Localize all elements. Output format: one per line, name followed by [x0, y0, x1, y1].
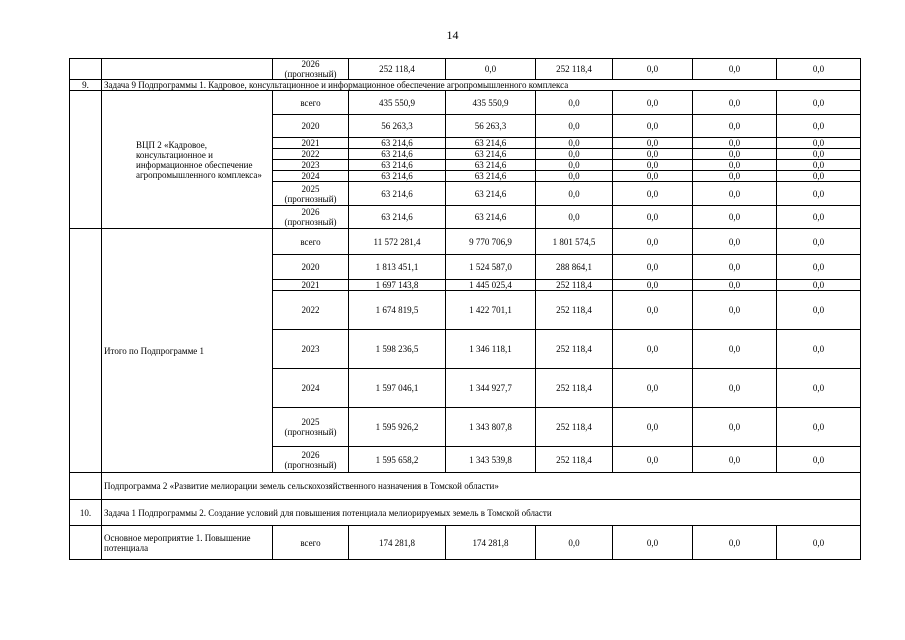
- year-cell: 2026 (прогнозный): [273, 59, 349, 80]
- value-cell: 0,0: [536, 149, 613, 160]
- value-cell: 0,0: [446, 59, 536, 80]
- value-cell: 0,0: [536, 91, 613, 115]
- value-cell: 0,0: [613, 149, 693, 160]
- value-cell: 0,0: [613, 526, 693, 560]
- value-cell: 63 214,6: [446, 160, 536, 171]
- value-cell: 0,0: [777, 255, 861, 280]
- total-cell: 63 214,6: [349, 182, 446, 206]
- value-cell: 0,0: [536, 115, 613, 138]
- blank-cell: [102, 59, 273, 80]
- value-cell: 0,0: [693, 526, 777, 560]
- table-row: [70, 526, 861, 560]
- task-heading: Задача 9 Подпрограммы 1. Кадровое, консультационное и информационное обеспечение агропромышленного комплекса: [102, 80, 861, 91]
- year-cell: всего: [273, 526, 349, 560]
- year-cell: всего: [273, 91, 349, 115]
- value-cell: 252 118,4: [536, 59, 613, 80]
- value-cell: 0,0: [693, 138, 777, 149]
- value-cell: 1 344 927,7: [446, 369, 536, 408]
- budget-table: [69, 58, 861, 560]
- value-cell: 0,0: [777, 160, 861, 171]
- table-row: [70, 91, 861, 115]
- value-cell: 435 550,9: [446, 91, 536, 115]
- value-cell: 252 118,4: [536, 330, 613, 369]
- value-cell: 9 770 706,9: [446, 229, 536, 255]
- value-cell: 0,0: [693, 182, 777, 206]
- value-cell: 0,0: [777, 182, 861, 206]
- year-cell: 2025 (прогнозный): [273, 408, 349, 447]
- value-cell: 252 118,4: [536, 408, 613, 447]
- year-cell: 2021: [273, 280, 349, 291]
- year-cell: всего: [273, 229, 349, 255]
- value-cell: 1 801 574,5: [536, 229, 613, 255]
- total-cell: 63 214,6: [349, 160, 446, 171]
- year-cell: 2026 (прогнозный): [273, 447, 349, 473]
- value-cell: 0,0: [777, 280, 861, 291]
- value-cell: 0,0: [693, 447, 777, 473]
- total-cell: 1 595 926,2: [349, 408, 446, 447]
- page-number: 14: [446, 28, 459, 42]
- total-cell: 1 697 143,8: [349, 280, 446, 291]
- value-cell: 63 214,6: [446, 149, 536, 160]
- value-cell: 63 214,6: [446, 171, 536, 182]
- year-cell: 2024: [273, 369, 349, 408]
- value-cell: 252 118,4: [536, 280, 613, 291]
- total-cell: 1 674 819,5: [349, 291, 446, 330]
- total-cell: 1 595 658,2: [349, 447, 446, 473]
- value-cell: 0,0: [613, 255, 693, 280]
- value-cell: 1 445 025,4: [446, 280, 536, 291]
- table-row: [70, 80, 861, 91]
- value-cell: 0,0: [613, 171, 693, 182]
- value-cell: 63 214,6: [446, 206, 536, 229]
- value-cell: 0,0: [613, 115, 693, 138]
- total-cell: 63 214,6: [349, 138, 446, 149]
- year-cell: 2020: [273, 255, 349, 280]
- value-cell: 0,0: [777, 408, 861, 447]
- blank-cell: [70, 91, 102, 229]
- value-cell: 1 346 118,1: [446, 330, 536, 369]
- value-cell: 0,0: [777, 526, 861, 560]
- value-cell: 1 343 539,8: [446, 447, 536, 473]
- total-cell: 1 813 451,1: [349, 255, 446, 280]
- value-cell: 0,0: [613, 59, 693, 80]
- total-cell: 11 572 281,4: [349, 229, 446, 255]
- value-cell: 0,0: [777, 206, 861, 229]
- value-cell: 174 281,8: [446, 526, 536, 560]
- value-cell: 0,0: [693, 330, 777, 369]
- total-cell: 1 598 236,5: [349, 330, 446, 369]
- table-row: [70, 473, 861, 500]
- value-cell: 0,0: [777, 330, 861, 369]
- value-cell: 0,0: [693, 206, 777, 229]
- row-index: 10.: [70, 500, 102, 526]
- value-cell: 0,0: [613, 182, 693, 206]
- value-cell: 63 214,6: [446, 138, 536, 149]
- value-cell: 0,0: [613, 447, 693, 473]
- value-cell: 0,0: [613, 280, 693, 291]
- value-cell: 0,0: [613, 229, 693, 255]
- value-cell: 0,0: [613, 138, 693, 149]
- total-cell: 252 118,4: [349, 59, 446, 80]
- blank-cell: [70, 473, 102, 500]
- value-cell: 0,0: [693, 171, 777, 182]
- value-cell: 0,0: [777, 229, 861, 255]
- value-cell: 63 214,6: [446, 182, 536, 206]
- value-cell: 0,0: [777, 59, 861, 80]
- value-cell: 0,0: [693, 408, 777, 447]
- value-cell: 1 422 701,1: [446, 291, 536, 330]
- value-cell: 0,0: [613, 291, 693, 330]
- value-cell: 56 263,3: [446, 115, 536, 138]
- value-cell: 0,0: [536, 160, 613, 171]
- year-cell: 2023: [273, 160, 349, 171]
- subprogram-heading: Подпрограмма 2 «Развитие мелиорации земель сельскохозяйственного назначения в Томской области»: [102, 473, 861, 500]
- year-cell: 2023: [273, 330, 349, 369]
- task-heading: Задача 1 Подпрограммы 2. Создание условий для повышения потенциала мелиорируемых земель в Томской области: [102, 500, 861, 526]
- value-cell: 0,0: [777, 369, 861, 408]
- value-cell: 0,0: [613, 369, 693, 408]
- blank-cell: [70, 59, 102, 80]
- value-cell: 0,0: [693, 291, 777, 330]
- total-cell: 63 214,6: [349, 171, 446, 182]
- value-cell: 252 118,4: [536, 447, 613, 473]
- year-cell: 2024: [273, 171, 349, 182]
- value-cell: 0,0: [693, 369, 777, 408]
- value-cell: 252 118,4: [536, 291, 613, 330]
- value-cell: 0,0: [777, 447, 861, 473]
- total-cell: 435 550,9: [349, 91, 446, 115]
- value-cell: 1 343 807,8: [446, 408, 536, 447]
- table-row: [70, 229, 861, 255]
- total-cell: 1 597 046,1: [349, 369, 446, 408]
- value-cell: 0,0: [693, 115, 777, 138]
- value-cell: 0,0: [613, 206, 693, 229]
- value-cell: 0,0: [693, 160, 777, 171]
- value-cell: 0,0: [693, 149, 777, 160]
- value-cell: 0,0: [777, 291, 861, 330]
- value-cell: 0,0: [693, 59, 777, 80]
- value-cell: 0,0: [536, 206, 613, 229]
- value-cell: 0,0: [693, 280, 777, 291]
- value-cell: 0,0: [536, 182, 613, 206]
- value-cell: 0,0: [693, 255, 777, 280]
- total-cell: 63 214,6: [349, 149, 446, 160]
- table-row: [70, 500, 861, 526]
- value-cell: 0,0: [536, 171, 613, 182]
- blank-cell: [70, 526, 102, 560]
- program-label: ВЦП 2 «Кадровое, консультационное и информационное обеспечение агропромышленного комплекса»: [102, 91, 273, 229]
- value-cell: 288 864,1: [536, 255, 613, 280]
- year-cell: 2021: [273, 138, 349, 149]
- value-cell: 0,0: [777, 91, 861, 115]
- value-cell: 0,0: [536, 526, 613, 560]
- value-cell: 0,0: [613, 408, 693, 447]
- value-cell: 252 118,4: [536, 369, 613, 408]
- value-cell: 0,0: [693, 91, 777, 115]
- total-cell: 174 281,8: [349, 526, 446, 560]
- total-cell: 63 214,6: [349, 206, 446, 229]
- year-cell: 2025 (прогнозный): [273, 182, 349, 206]
- value-cell: 0,0: [693, 229, 777, 255]
- total-cell: 56 263,3: [349, 115, 446, 138]
- year-cell: 2022: [273, 149, 349, 160]
- year-cell: 2026 (прогнозный): [273, 206, 349, 229]
- value-cell: 1 524 587,0: [446, 255, 536, 280]
- activity-label: Основное мероприятие 1. Повышение потенциала: [102, 526, 273, 560]
- value-cell: 0,0: [777, 149, 861, 160]
- value-cell: 0,0: [613, 91, 693, 115]
- year-cell: 2020: [273, 115, 349, 138]
- value-cell: 0,0: [777, 115, 861, 138]
- blank-cell: [70, 229, 102, 473]
- subtotal-label: Итого по Подпрограмме 1: [102, 229, 273, 473]
- year-cell: 2022: [273, 291, 349, 330]
- value-cell: 0,0: [777, 171, 861, 182]
- row-index: 9.: [70, 80, 102, 91]
- table-row: [70, 59, 861, 80]
- value-cell: 0,0: [536, 138, 613, 149]
- value-cell: 0,0: [613, 330, 693, 369]
- value-cell: 0,0: [613, 160, 693, 171]
- value-cell: 0,0: [777, 138, 861, 149]
